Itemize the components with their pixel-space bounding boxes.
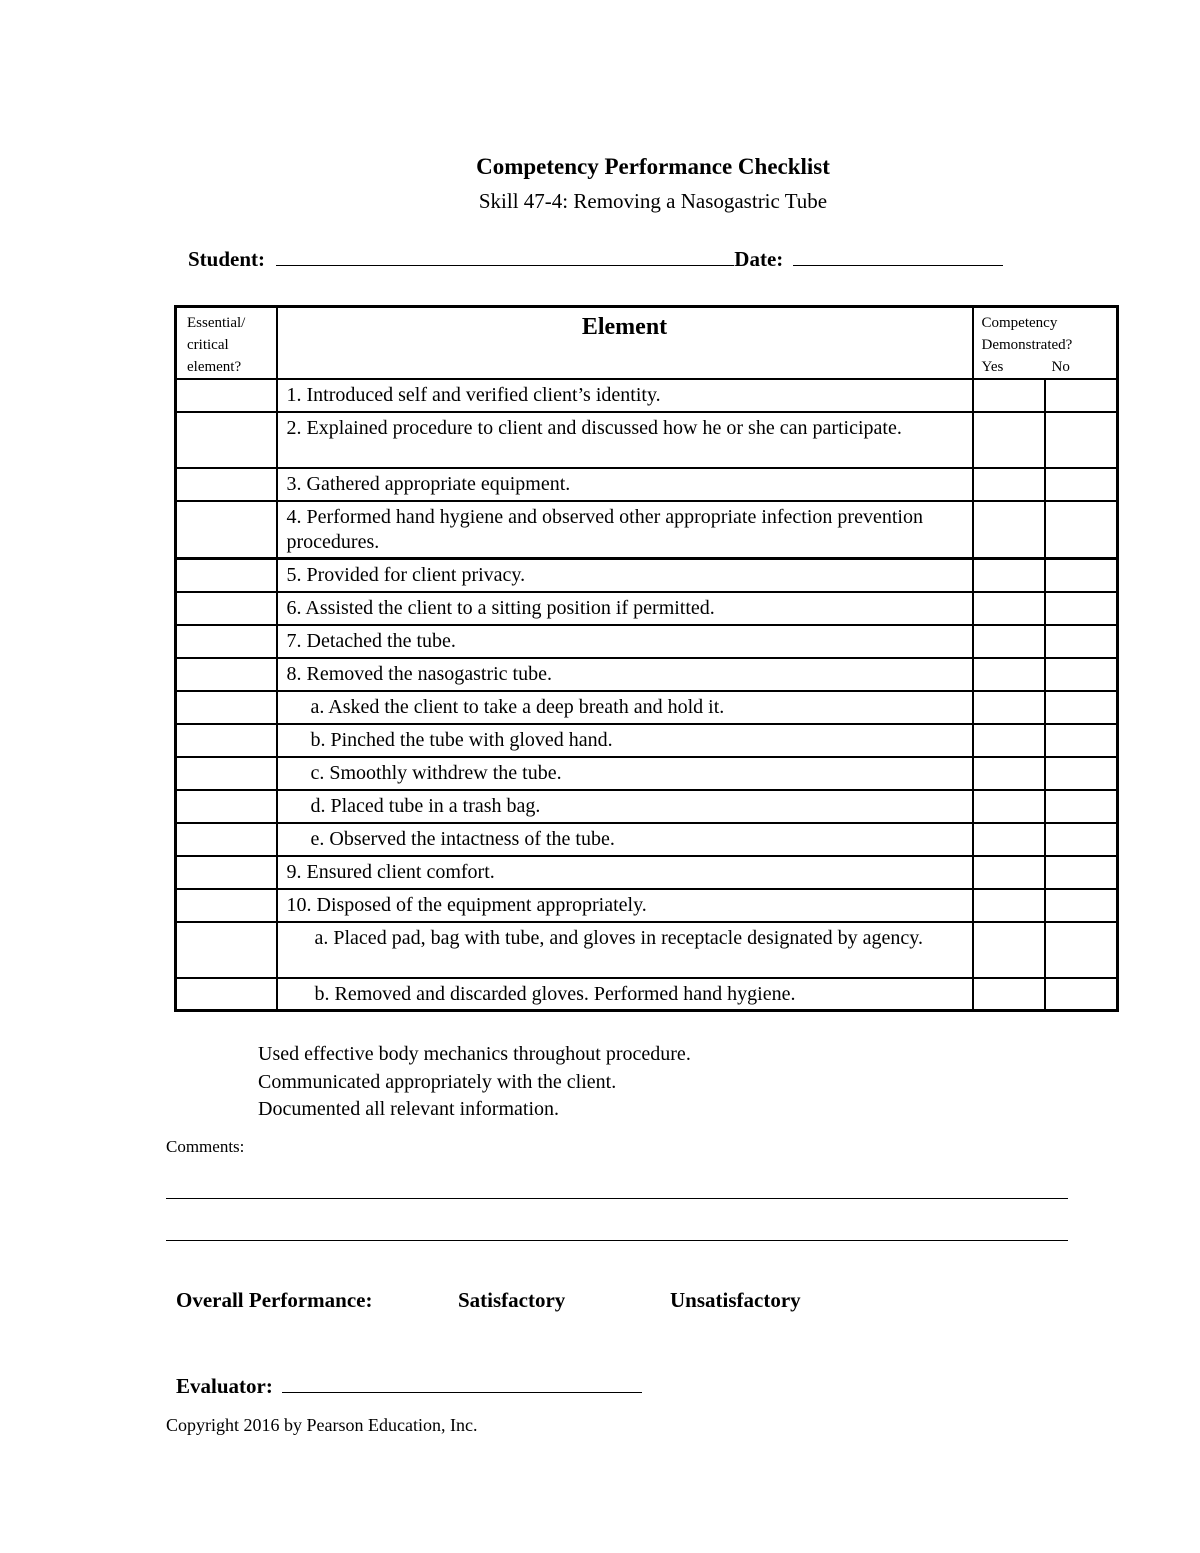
comments-line[interactable] — [166, 1198, 1068, 1199]
table-row — [176, 757, 1118, 790]
essential-cell[interactable] — [176, 592, 277, 625]
no-cell[interactable] — [1045, 724, 1118, 757]
date-label: Date: — [734, 247, 784, 271]
no-cell[interactable] — [1045, 468, 1118, 501]
yes-cell[interactable] — [973, 468, 1045, 501]
yes-cell[interactable] — [973, 922, 1045, 978]
table-row — [176, 691, 1118, 724]
yes-cell[interactable] — [973, 658, 1045, 691]
yes-cell[interactable] — [973, 790, 1045, 823]
no-cell[interactable] — [1045, 559, 1118, 592]
table-row — [176, 625, 1118, 658]
no-cell[interactable] — [1045, 501, 1118, 559]
no-cell[interactable] — [1045, 856, 1118, 889]
yes-cell[interactable] — [973, 823, 1045, 856]
overall-performance-label: Overall Performance: — [176, 1288, 373, 1312]
checklist-table — [174, 305, 1119, 1012]
element-cell: b. Pinched the tube with gloved hand. — [277, 724, 973, 757]
student-label: Student: — [188, 247, 266, 271]
table-row — [176, 658, 1118, 691]
satisfactory-option[interactable]: Satisfactory — [458, 1288, 566, 1312]
essential-cell[interactable] — [176, 823, 277, 856]
comments-line[interactable] — [166, 1240, 1068, 1241]
essential-header-line: Essential/ — [187, 315, 246, 331]
element-cell: 9. Ensured client comfort. — [277, 856, 973, 889]
essential-cell[interactable] — [176, 379, 277, 412]
competency-header-line: Competency — [981, 315, 1058, 331]
element-cell: e. Observed the intactness of the tube. — [277, 823, 973, 856]
table-row — [176, 823, 1118, 856]
table-row — [176, 889, 1118, 922]
yes-cell[interactable] — [973, 379, 1045, 412]
evaluator-label: Evaluator: — [176, 1374, 273, 1398]
table-row — [176, 856, 1118, 889]
no-cell[interactable] — [1045, 790, 1118, 823]
no-cell[interactable] — [1045, 823, 1118, 856]
element-header: Element — [277, 307, 973, 380]
yes-cell[interactable] — [973, 889, 1045, 922]
essential-cell[interactable] — [176, 412, 277, 468]
date-field[interactable] — [793, 247, 1003, 266]
yes-cell[interactable] — [973, 559, 1045, 592]
essential-cell[interactable] — [176, 922, 277, 978]
page-subtitle: Skill 47-4: Removing a Nasogastric Tube — [478, 189, 828, 213]
no-cell[interactable] — [1045, 889, 1118, 922]
comments-label: Comments: — [166, 1137, 245, 1156]
evaluator-line — [176, 1374, 642, 1399]
element-cell: 5. Provided for client privacy. — [277, 559, 973, 592]
essential-header-line: element? — [187, 359, 242, 375]
element-cell: 8. Removed the nasogastric tube. — [277, 658, 973, 691]
essential-cell[interactable] — [176, 559, 277, 592]
no-cell[interactable] — [1045, 978, 1118, 1011]
element-cell: b. Removed and discarded gloves. Performed hand hygiene. — [277, 978, 973, 1011]
essential-cell[interactable] — [176, 625, 277, 658]
no-cell[interactable] — [1045, 922, 1118, 978]
element-cell: 1. Introduced self and verified client’s identity. — [277, 379, 973, 412]
table-row — [176, 559, 1118, 592]
element-cell: d. Placed tube in a trash bag. — [277, 790, 973, 823]
competency-header — [973, 307, 1118, 380]
essential-cell[interactable] — [176, 889, 277, 922]
student-date-line — [188, 247, 1003, 272]
essential-cell[interactable] — [176, 757, 277, 790]
table-row — [176, 922, 1118, 978]
evaluator-field[interactable] — [282, 1374, 642, 1393]
yes-cell[interactable] — [973, 412, 1045, 468]
table-row — [176, 724, 1118, 757]
table-header-row — [176, 307, 1118, 380]
page-title: Competency Performance Checklist — [476, 154, 830, 179]
general-item: Communicated appropriately with the client. — [258, 1071, 617, 1093]
essential-cell[interactable] — [176, 978, 277, 1011]
yes-cell[interactable] — [973, 856, 1045, 889]
table-row — [176, 379, 1118, 412]
essential-header — [176, 307, 277, 380]
no-cell[interactable] — [1045, 412, 1118, 468]
table-row — [176, 978, 1118, 1011]
element-cell: 3. Gathered appropriate equipment. — [277, 468, 973, 501]
table-row — [176, 468, 1118, 501]
unsatisfactory-option[interactable]: Unsatisfactory — [670, 1288, 801, 1312]
element-cell: 7. Detached the tube. — [277, 625, 973, 658]
no-header: No — [1051, 359, 1070, 375]
no-cell[interactable] — [1045, 379, 1118, 412]
element-cell: c. Smoothly withdrew the tube. — [277, 757, 973, 790]
table-row — [176, 501, 1118, 559]
yes-cell[interactable] — [973, 978, 1045, 1011]
no-cell[interactable] — [1045, 691, 1118, 724]
general-item: Documented all relevant information. — [258, 1098, 560, 1120]
yes-cell[interactable] — [973, 724, 1045, 757]
no-cell[interactable] — [1045, 592, 1118, 625]
element-cell: a. Asked the client to take a deep breath and hold it. — [277, 691, 973, 724]
essential-cell[interactable] — [176, 724, 277, 757]
competency-header-line: Demonstrated? — [981, 337, 1073, 353]
no-cell[interactable] — [1045, 625, 1118, 658]
element-cell: 10. Disposed of the equipment appropriately. — [277, 889, 973, 922]
general-item: Used effective body mechanics throughout procedure. — [258, 1043, 691, 1065]
essential-cell[interactable] — [176, 790, 277, 823]
yes-cell[interactable] — [973, 592, 1045, 625]
essential-header-line: critical — [187, 337, 229, 353]
yes-no-header — [982, 356, 1117, 378]
yes-cell[interactable] — [973, 501, 1045, 559]
essential-cell[interactable] — [176, 658, 277, 691]
yes-cell[interactable] — [973, 625, 1045, 658]
yes-cell[interactable] — [973, 691, 1045, 724]
student-name-field[interactable] — [276, 247, 734, 266]
element-cell: 2. Explained procedure to client and discussed how he or she can participate. — [277, 412, 973, 468]
yes-cell[interactable] — [973, 757, 1045, 790]
copyright: Copyright 2016 by Pearson Education, Inc. — [166, 1415, 478, 1435]
table-row — [176, 790, 1118, 823]
essential-cell[interactable] — [176, 501, 277, 559]
no-cell[interactable] — [1045, 757, 1118, 790]
essential-cell[interactable] — [176, 856, 277, 889]
essential-cell[interactable] — [176, 691, 277, 724]
no-cell[interactable] — [1045, 658, 1118, 691]
element-cell: 6. Assisted the client to a sitting position if permitted. — [277, 592, 973, 625]
yes-header: Yes — [981, 359, 1004, 375]
element-cell: a. Placed pad, bag with tube, and gloves in receptacle designated by agency. — [277, 922, 973, 978]
table-row — [176, 412, 1118, 468]
element-cell: 4. Performed hand hygiene and observed other appropriate infection prevention procedures. — [277, 501, 973, 559]
table-row — [176, 592, 1118, 625]
essential-cell[interactable] — [176, 468, 277, 501]
